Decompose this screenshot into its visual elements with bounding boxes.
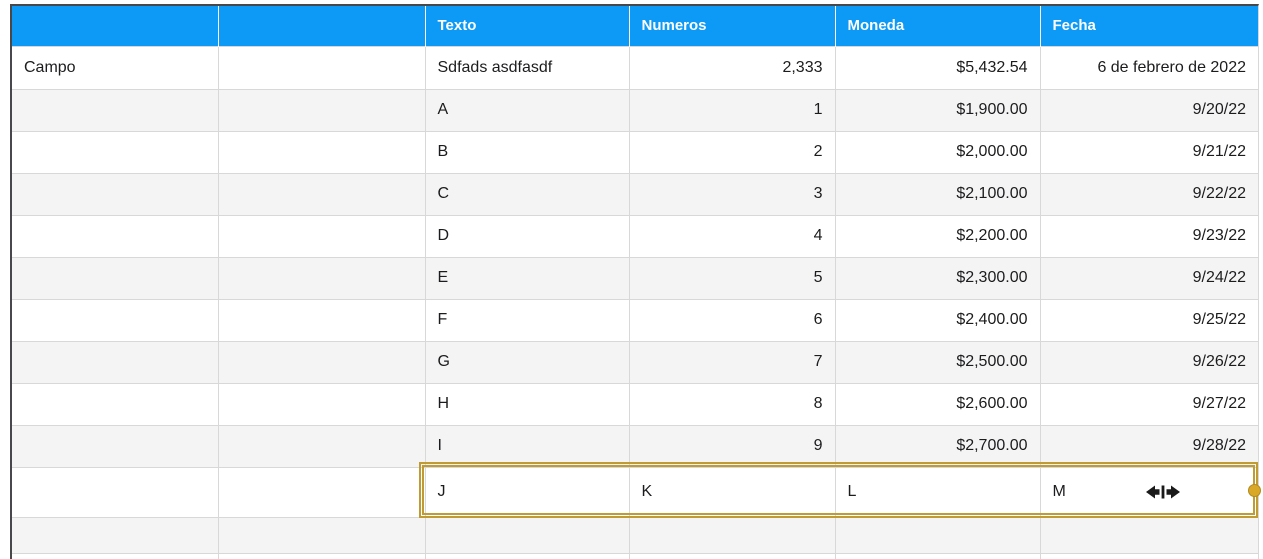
- cell[interactable]: 6 de febrero de 2022: [1040, 46, 1258, 89]
- column-header-fecha[interactable]: Fecha: [1052, 17, 1096, 35]
- table-row: [12, 341, 1258, 383]
- table-row: [12, 257, 1258, 299]
- cell[interactable]: $2,400.00: [835, 299, 1040, 341]
- cell[interactable]: 2: [629, 131, 835, 173]
- cell[interactable]: [12, 383, 218, 425]
- column-header-numeros[interactable]: Numeros: [629, 6, 835, 46]
- cell[interactable]: [12, 553, 218, 559]
- cell[interactable]: [218, 425, 425, 467]
- cell[interactable]: [629, 517, 835, 553]
- cell[interactable]: [218, 89, 425, 131]
- cell[interactable]: 8: [629, 383, 835, 425]
- cell[interactable]: 4: [629, 215, 835, 257]
- cell[interactable]: [218, 341, 425, 383]
- cell[interactable]: $2,700.00: [835, 425, 1040, 467]
- cell[interactable]: M: [1040, 467, 1258, 517]
- cell[interactable]: [629, 553, 835, 559]
- cell[interactable]: A: [425, 89, 629, 131]
- cell[interactable]: E: [425, 257, 629, 299]
- cell[interactable]: [12, 341, 218, 383]
- cell[interactable]: [12, 89, 218, 131]
- cell[interactable]: 3: [629, 173, 835, 215]
- cell[interactable]: [12, 215, 218, 257]
- cell[interactable]: 9/23/22: [1040, 215, 1258, 257]
- cell[interactable]: [12, 467, 218, 517]
- cell[interactable]: D: [425, 215, 629, 257]
- cell[interactable]: 6: [629, 299, 835, 341]
- table-row: [12, 383, 1258, 425]
- cell[interactable]: 2,333: [629, 46, 835, 89]
- cell[interactable]: [218, 299, 425, 341]
- cell[interactable]: [425, 517, 629, 553]
- cell[interactable]: [218, 215, 425, 257]
- cell[interactable]: $5,432.54: [835, 46, 1040, 89]
- data-table: [10, 4, 1259, 559]
- column-header-moneda[interactable]: Moneda: [835, 6, 1040, 46]
- cell[interactable]: [1040, 553, 1258, 559]
- cell[interactable]: [218, 46, 425, 89]
- table-row: [12, 131, 1258, 173]
- cell[interactable]: C: [425, 173, 629, 215]
- cell[interactable]: 5: [629, 257, 835, 299]
- cell[interactable]: G: [425, 341, 629, 383]
- table-row: [12, 553, 1258, 559]
- cell[interactable]: B: [425, 131, 629, 173]
- cell[interactable]: 9/27/22: [1040, 383, 1258, 425]
- table-row: [12, 425, 1258, 467]
- cell[interactable]: 9/25/22: [1040, 299, 1258, 341]
- cell[interactable]: 9/28/22: [1040, 425, 1258, 467]
- cell[interactable]: [218, 467, 425, 517]
- cell[interactable]: [218, 173, 425, 215]
- table-row: [12, 517, 1258, 553]
- table: [12, 6, 1258, 559]
- cell[interactable]: 9/24/22: [1040, 257, 1258, 299]
- cell[interactable]: F: [425, 299, 629, 341]
- cell[interactable]: K: [629, 467, 835, 517]
- cell[interactable]: [12, 425, 218, 467]
- cell[interactable]: Campo: [12, 46, 218, 89]
- cell[interactable]: [1040, 517, 1258, 553]
- cell[interactable]: Sdfads asdfasdf: [425, 46, 629, 89]
- cell[interactable]: $2,100.00: [835, 173, 1040, 215]
- cell[interactable]: [425, 553, 629, 559]
- cell[interactable]: [218, 517, 425, 553]
- cell[interactable]: [12, 173, 218, 215]
- cell[interactable]: [218, 131, 425, 173]
- cell[interactable]: [218, 553, 425, 559]
- cell[interactable]: $2,000.00: [835, 131, 1040, 173]
- cell[interactable]: J: [425, 467, 629, 517]
- cell[interactable]: $2,200.00: [835, 215, 1040, 257]
- cell[interactable]: L: [835, 467, 1040, 517]
- cell[interactable]: [12, 257, 218, 299]
- column-header-blank[interactable]: [12, 6, 218, 46]
- cell[interactable]: 9/21/22: [1040, 131, 1258, 173]
- table-row: [12, 215, 1258, 257]
- selected-table-row: [12, 467, 1258, 517]
- cell[interactable]: $2,500.00: [835, 341, 1040, 383]
- table-row: [12, 299, 1258, 341]
- cell[interactable]: $2,600.00: [835, 383, 1040, 425]
- cell[interactable]: [835, 553, 1040, 559]
- cell[interactable]: [835, 517, 1040, 553]
- cell[interactable]: 9: [629, 425, 835, 467]
- cell[interactable]: [12, 299, 218, 341]
- table-row: [12, 173, 1258, 215]
- table-row: [12, 46, 1258, 89]
- cell[interactable]: I: [425, 425, 629, 467]
- cell[interactable]: $2,300.00: [835, 257, 1040, 299]
- cell[interactable]: 9/26/22: [1040, 341, 1258, 383]
- table-header-row: [12, 6, 1258, 46]
- cell[interactable]: [12, 131, 218, 173]
- cell[interactable]: 1: [629, 89, 835, 131]
- cell[interactable]: [218, 257, 425, 299]
- cell[interactable]: 9/22/22: [1040, 173, 1258, 215]
- cell[interactable]: H: [425, 383, 629, 425]
- cell[interactable]: 9/20/22: [1040, 89, 1258, 131]
- cell[interactable]: [12, 517, 218, 553]
- column-header-blank[interactable]: [218, 6, 425, 46]
- selection-handle[interactable]: [1248, 484, 1261, 497]
- cell[interactable]: $1,900.00: [835, 89, 1040, 131]
- cell[interactable]: [218, 383, 425, 425]
- table-row: [12, 89, 1258, 131]
- cell[interactable]: 7: [629, 341, 835, 383]
- column-header-texto[interactable]: Texto: [425, 6, 629, 46]
